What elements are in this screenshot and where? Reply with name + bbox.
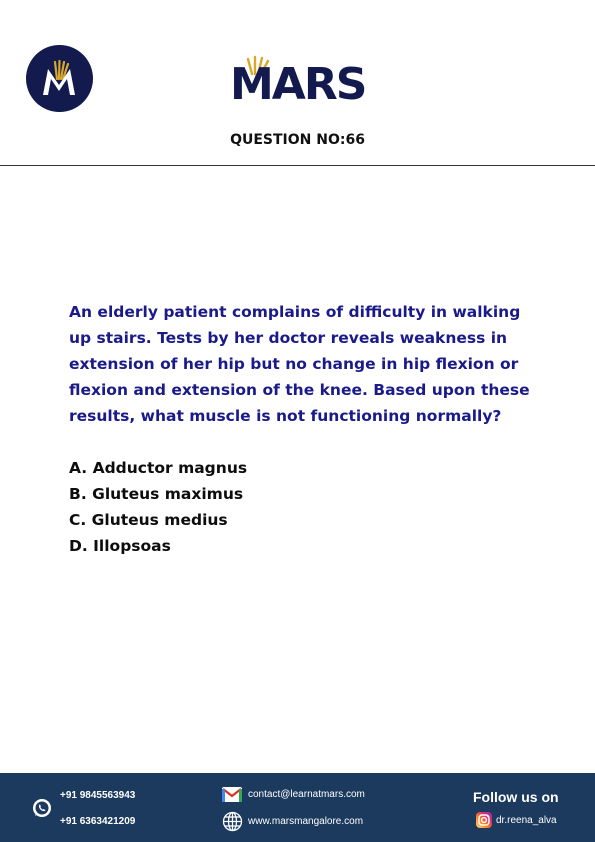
option-a: A. Adductor magnus bbox=[69, 459, 248, 477]
mars-circle-logo bbox=[26, 45, 93, 112]
answer-options bbox=[69, 455, 539, 559]
gmail-icon bbox=[222, 787, 242, 806]
phone-number-2[interactable]: +91 6363421209 bbox=[60, 816, 136, 827]
follow-us-label: Follow us on bbox=[473, 789, 559, 805]
website-link[interactable]: www.marsmangalore.com bbox=[248, 816, 364, 827]
instagram-handle[interactable]: dr.reena_alva bbox=[496, 815, 557, 826]
phone-number-1[interactable]: +91 9845563943 bbox=[60, 790, 136, 801]
brand-name: MARS bbox=[230, 59, 366, 110]
question-number: QUESTION NO:66 bbox=[230, 132, 365, 148]
mars-brand-logo bbox=[230, 58, 366, 108]
header-divider bbox=[0, 165, 595, 166]
option-b: B. Gluteus maximus bbox=[69, 485, 244, 503]
whatsapp-icon bbox=[32, 798, 52, 822]
question-text: An elderly patient complains of difficulty in walking up stairs. Tests by her doctor reveals weakness in extension of her hip but no change in hip flexion or flexion and extension of the knee. Based upon these results, what muscle is not functioning normally? bbox=[69, 303, 530, 425]
page-header bbox=[0, 0, 595, 166]
instagram-icon bbox=[476, 812, 492, 832]
globe-icon bbox=[222, 811, 243, 836]
page-footer bbox=[0, 773, 595, 842]
option-d: D. Illopsoas bbox=[69, 537, 171, 555]
email-link[interactable]: contact@learnatmars.com bbox=[248, 789, 365, 800]
option-c: C. Gluteus medius bbox=[69, 511, 228, 529]
